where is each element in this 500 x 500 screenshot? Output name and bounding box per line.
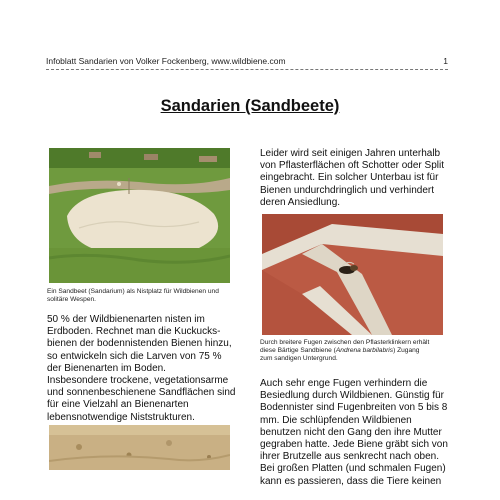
caption-text: diese Bärtige Sandbiene ( <box>260 347 336 355</box>
sandy-ground-photo <box>49 425 230 470</box>
text-line: 50 % der Wildbienenarten nisten im <box>47 314 205 325</box>
text-line: Leider wird seit einigen Jahren unterhalb <box>260 148 441 159</box>
right-paragraph <box>260 378 455 488</box>
caption-line: zum sandigen Untergrund. <box>260 355 338 363</box>
page-header <box>46 56 448 66</box>
text-line: kann es passieren, dass die Tiere keinen <box>260 475 442 487</box>
text-line: von Pflasterflächen oft Schotter oder Split <box>260 160 444 172</box>
text-line: für eine Vielzahl an Bienenarten <box>47 399 189 411</box>
text-line: bienen der bodennistenden Bienen hinzu, <box>47 338 232 350</box>
document-title: Sandarien (Sandbeete) <box>160 97 340 115</box>
text-line: Auch sehr enge Fugen verhindern die <box>260 378 428 389</box>
text-line: benutzen nicht den Gang den ihre Mutter <box>260 426 442 438</box>
left-paragraph <box>47 314 242 424</box>
text-line: Erdboden. Rechnet man die Kuckucks- <box>47 326 221 338</box>
caption-line <box>260 347 419 354</box>
caption-line: Ein Sandbeet (Sandarium) als Nistplatz für Wildbienen und <box>47 288 219 295</box>
text-line: der Bienenarten im Boden. <box>47 362 166 374</box>
text-line: Bienen undurchdringlich und verhindert <box>260 184 435 196</box>
caption-text: ) Zugang <box>393 347 420 355</box>
text-line: ihrer Brutzelle aus senkrecht nach oben. <box>260 451 439 463</box>
text-line: Bei großen Platten (und schmalen Fugen) <box>260 463 446 475</box>
species-name: Andrena barbilabris <box>335 347 394 355</box>
text-line: Besiedlung durch Wildbienen. Günstig für <box>260 390 444 402</box>
text-line: deren Ansiedlung. <box>260 196 341 208</box>
text-line: mm. Die schlüpfenden Wildbienen <box>260 414 412 426</box>
right-intro-paragraph <box>260 148 455 209</box>
bee-paving-photo-caption <box>260 339 455 364</box>
sand-bed-photo-caption <box>47 288 237 304</box>
bee-paving-photo <box>262 214 443 335</box>
text-line: gegraben hatte. Jede Biene gräbt sich von <box>260 439 448 451</box>
header-rule <box>46 69 448 70</box>
text-line: Bodennister sind Fugenbreiten von 5 bis 8 <box>260 402 448 414</box>
text-line: so entwickeln sich die Larven von 75 % <box>47 350 222 362</box>
text-line: lebensnotwendige Niststrukturen. <box>47 411 195 423</box>
caption-line: solitäre Wespen. <box>47 296 96 304</box>
caption-line: Durch breitere Fugen zwischen den Pflasterklinkern erhält <box>260 339 430 346</box>
header-text: Infoblatt Sandarien von Volker Fockenberg, www.wildbiene.com <box>46 56 286 66</box>
sand-bed-photo <box>49 148 230 283</box>
text-line: Insbesondere trockene, vegetationsarme <box>47 375 229 387</box>
text-line: eingebracht. Ein solcher Unterbau ist für <box>260 172 439 184</box>
page-number: 1 <box>443 56 448 66</box>
text-line: und sonnenbeschienene Sandflächen sind <box>47 387 236 399</box>
